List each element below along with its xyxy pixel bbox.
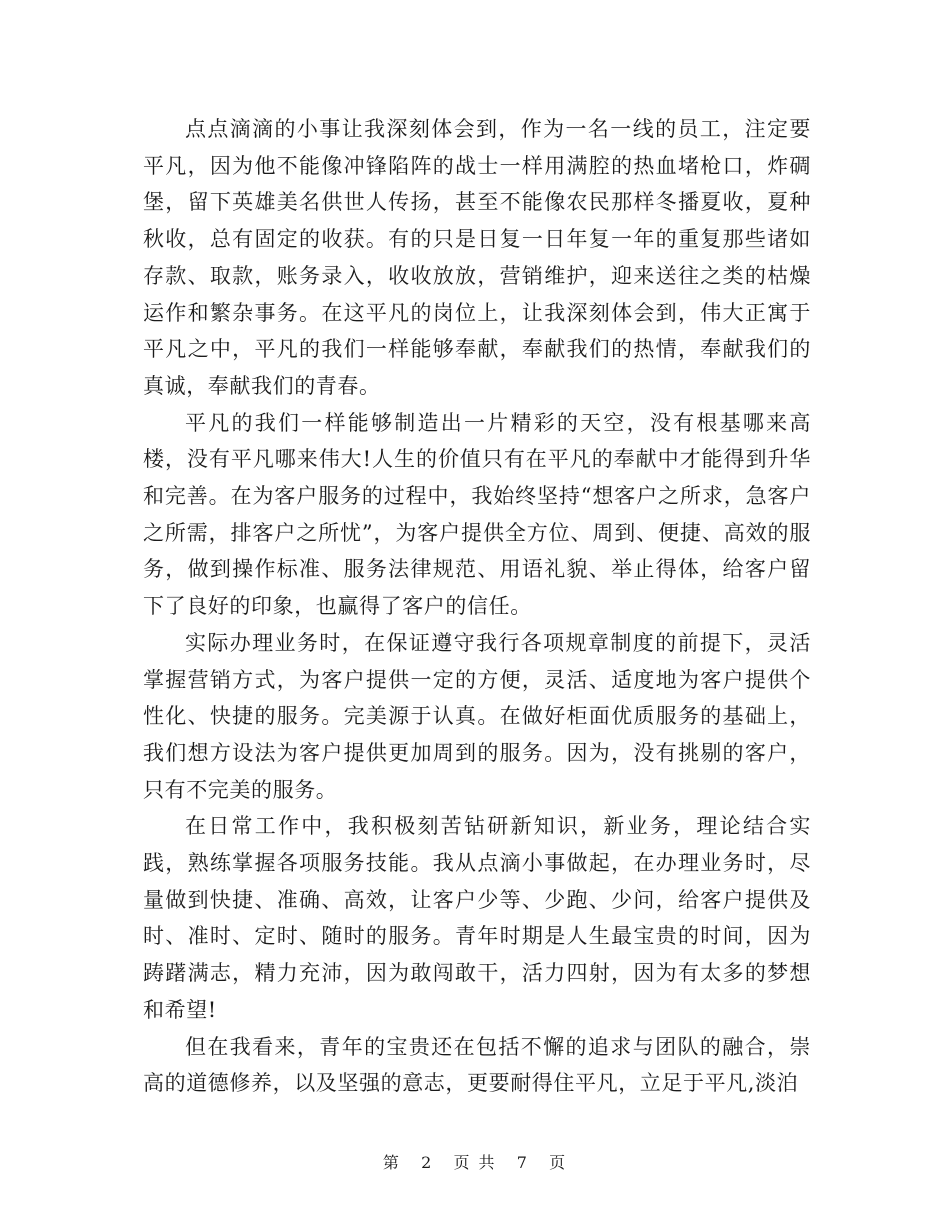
paragraph-4: 在日常工作中，我积极刻苦钻研新知识，新业务，理论结合实践，熟练掌握各项服务技能。我从点滴小事做起，在办理业务时，尽量做到快捷、准确、高效，让客户少等、少跑、少问，给客户提供及时、准时、定时、随时的服务。青年时期是人生最宝贵的时间，因为踌躇满志，精力充沛，因为敢闯敢干，活力四射，因为有太多的梦想和希望! bbox=[143, 814, 811, 1022]
current-page-number: 2 bbox=[421, 1153, 434, 1172]
paragraph-5: 但在我看来，青年的宝贵还在包括不懈的追求与团队的融合，崇高的道德修养，以及坚强的意志，更要耐得住平凡，立足于平凡,淡泊 bbox=[143, 1034, 811, 1096]
page-label-mid: 页 共 bbox=[453, 1153, 497, 1172]
paragraph-3: 实际办理业务时，在保证遵守我行各项规章制度的前提下，灵活掌握营销方式，为客户提供一定的方便，灵活、适度地为客户提供个性化、快捷的服务。完美源于认真。在做好柜面优质服务的基础上，我们想方设法为客户提供更加周到的服务。因为，没有挑剔的客户，只有不完美的服务。 bbox=[143, 630, 811, 802]
paragraph-1: 点点滴滴的小事让我深刻体会到，作为一名一线的员工，注定要平凡，因为他不能像冲锋陷阵的战士一样用满腔的热血堵枪口，炸碉堡，留下英雄美名供世人传扬，甚至不能像农民那样冬播夏收，夏种秋收，总有固定的收获。有的只是日复一日年复一年的重复那些诸如存款、取款，账务录入，收收放放，营销维护，迎来送往之类的枯燥运作和繁杂事务。在这平凡的岗位上，让我深刻体会到，伟大正寓于平凡之中，平凡的我们一样能够奉献，奉献我们的热情，奉献我们的真诚，奉献我们的青春。 bbox=[143, 117, 811, 398]
paragraph-2: 平凡的我们一样能够制造出一片精彩的天空，没有根基哪来高楼，没有平凡哪来伟大!人生的价值只有在平凡的奉献中才能得到升华和完善。在为客户服务的过程中，我始终坚持“想客户之所求，急客户之所需，排客户之所忧”，为客户提供全方位、周到、便捷、高效的服务，做到操作标准、服务法律规范、用语礼貌、举止得体，给客户留下了良好的印象，也赢得了客户的信任。 bbox=[143, 410, 811, 619]
total-pages-number: 7 bbox=[516, 1153, 529, 1172]
document-body bbox=[143, 111, 811, 1102]
page-label-suffix: 页 bbox=[549, 1153, 568, 1172]
page-label-prefix: 第 bbox=[382, 1153, 401, 1172]
page-footer bbox=[0, 1150, 950, 1173]
